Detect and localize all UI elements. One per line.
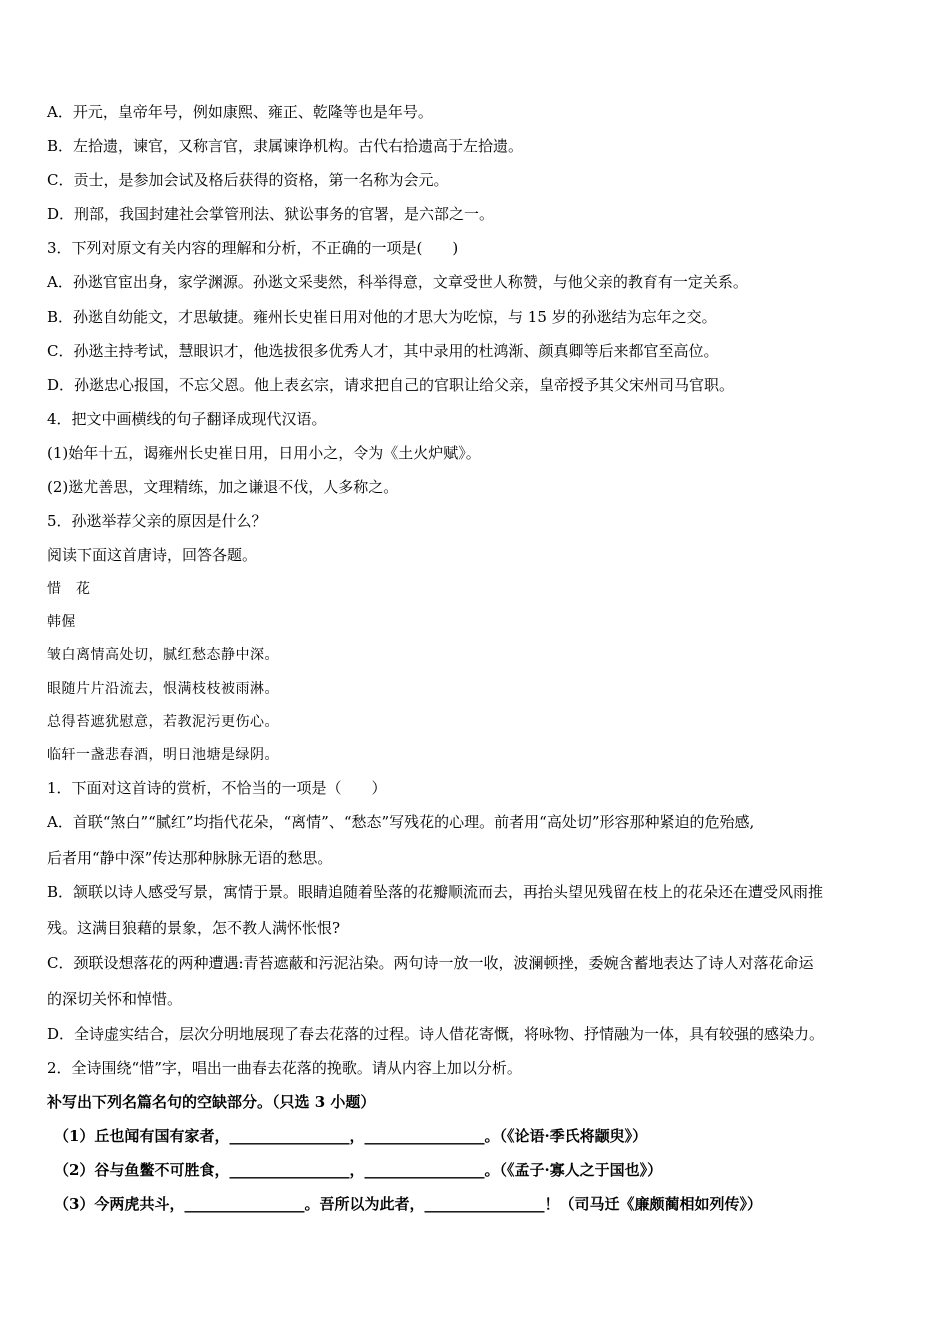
question-3-option-a: A．孙逖官宦出身，家学渊源。孙逖文采斐然，科举得意，文章受世人称赞，与他父亲的教育有一定关系。 (47, 273, 748, 291)
poem-line-1: 皱白离情高处切，腻红愁态静中深。 (47, 647, 279, 663)
question-4-sentence-2: (2)逖尤善思，文理精练，加之谦退不伐，人多称之。 (47, 478, 399, 496)
question-4-stem: 4．把文中画横线的句子翻译成现代汉语。 (47, 410, 327, 428)
option-d-xingbu: D．刑部，我国封建社会掌管刑法、狱讼事务的官署，是六部之一。 (47, 205, 495, 223)
poem-question-1-option-b-line-1: B．颔联以诗人感受写景，寓情于景。眼睛追随着坠落的花瓣顺流而去，再抬头望见残留在枝上的花朵还在遭受风雨推 (47, 883, 824, 901)
poem-line-3: 总得苔遮犹慰意，若教泥污更伤心。 (47, 714, 279, 730)
question-3-stem: 3．下列对原文有关内容的理解和分析，不正确的一项是( ) (47, 239, 459, 257)
poem-question-1-option-c-line-1: C．颈联设想落花的两种遭遇:青苔遮蔽和污泥沾染。两句诗一放一收，波澜顿挫，委婉含蓄地表达了诗人对落花命运 (47, 954, 814, 972)
fill-in-item-2: （2）谷与鱼鳖不可胜食，________________，________________。（《孟子·寡人之于国也》） (54, 1161, 663, 1179)
question-3-option-c: C．孙逖主持考试，慧眼识才，他选拔很多优秀人才，其中录用的杜鸿渐、颜真卿等后来都官至高位。 (47, 342, 719, 360)
question-5-stem: 5．孙逖举荐父亲的原因是什么？ (47, 512, 267, 530)
poem-question-1-option-b-line-2: 残。这满目狼藉的景象，怎不教人满怀怅恨? (47, 919, 341, 937)
fill-in-item-3: （3）今两虎共斗，________________。吾所以为此者，________________！（司马迁《廉颇蔺相如列传》） (54, 1195, 762, 1213)
poem-question-1-stem: 1．下面对这首诗的赏析，不恰当的一项是（ ） (47, 779, 387, 797)
poem-question-1-option-a-line-2: 后者用“静中深”传达那种脉脉无语的愁思。 (47, 849, 333, 867)
poem-question-1-option-d: D．全诗虚实结合，层次分明地展现了春去花落的过程。诗人借花寄慨，将咏物、抒情融为一体，具有较强的感染力。 (47, 1025, 825, 1043)
poem-question-2-stem: 2．全诗围绕“惜”字，唱出一曲春去花落的挽歌。请从内容上加以分析。 (47, 1059, 522, 1077)
fill-in-item-1: （1）丘也闻有国有家者，________________，________________。（《论语·季氏将颛臾》） (54, 1127, 648, 1145)
question-4-sentence-1: (1)始年十五，谒雍州长史崔日用，日用小之，令为《土火炉赋》。 (47, 444, 481, 462)
fill-in-title: 补写出下列名篇名句的空缺部分。（只选 3 小题） (47, 1093, 376, 1111)
poem-intro: 阅读下面这首唐诗，回答各题。 (47, 546, 258, 564)
question-3-option-d: D．孙逖忠心报国，不忘父恩。他上表玄宗，请求把自己的官职让给父亲，皇帝授予其父宋州司马官职。 (47, 376, 735, 394)
poem-line-4: 临轩一盏悲春酒，明日池塘是绿阴。 (47, 747, 279, 763)
option-c-gongshi: C．贡士，是参加会试及格后获得的资格，第一名称为会元。 (47, 171, 449, 189)
poem-question-1-option-c-line-2: 的深切关怀和悼惜。 (47, 990, 183, 1008)
poem-author: 韩偓 (47, 614, 76, 630)
option-a-kaiyuan: A．开元，皇帝年号，例如康熙、雍正、乾隆等也是年号。 (47, 103, 433, 121)
poem-line-2: 眼随片片沿流去，恨满枝枝被雨淋。 (47, 681, 279, 697)
poem-title: 惜 花 (47, 581, 91, 597)
poem-question-1-option-a-line-1: A．首联“煞白”“腻红”均指代花朵，“离情”、“愁态”写残花的心理。前者用“高处切”形容那种紧迫的危殆感, (47, 813, 755, 831)
option-b-zuoshiyi: B．左拾遗，谏官，又称言官，隶属谏诤机构。古代右拾遗高于左拾遗。 (47, 137, 524, 155)
question-3-option-b: B．孙逖自幼能文，才思敏捷。雍州长史崔日用对他的才思大为吃惊，与 15 岁的孙逖结为忘年之交。 (47, 308, 717, 326)
